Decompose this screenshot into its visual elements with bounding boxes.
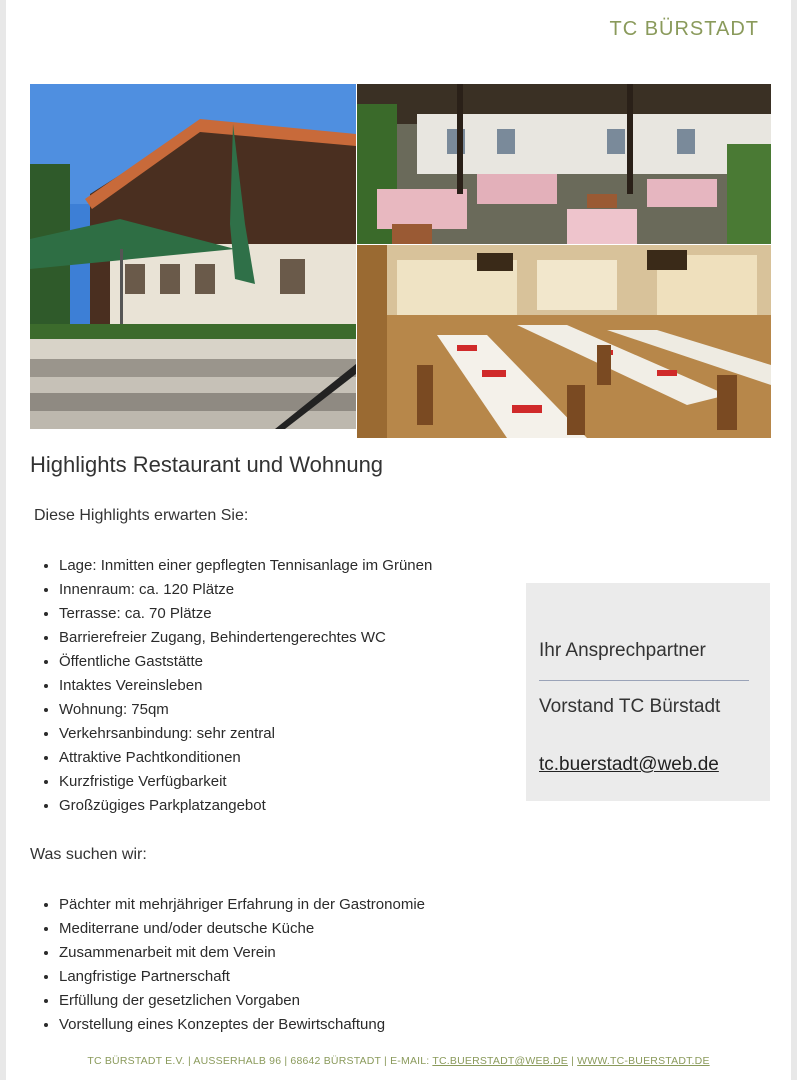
contact-box bbox=[526, 583, 770, 801]
list-item: • Großzügiges Parkplatzangebot bbox=[59, 794, 432, 818]
terrace-photo bbox=[357, 84, 771, 244]
list-item: • Terrasse: ca. 70 Plätze bbox=[59, 602, 432, 626]
contact-heading: Ihr Ansprechpartner bbox=[539, 640, 706, 661]
page-title: Highlights Restaurant und Wohnung bbox=[30, 452, 384, 477]
list-item: • Mediterrane und/oder deutsche Küche bbox=[59, 917, 425, 941]
footer-website-link[interactable]: WWW.TC-BUERSTADT.DE bbox=[577, 1055, 710, 1067]
list-item: • Barrierefreier Zugang, Behindertengerechtes WC bbox=[59, 626, 432, 650]
footer-separator: | bbox=[567, 1055, 578, 1067]
list-item: • Kurzfristige Verfügbarkeit bbox=[59, 770, 432, 794]
list-item: • Verkehrsanbindung: sehr zentral bbox=[59, 722, 432, 746]
brand-header: TC BÜRSTADT bbox=[609, 18, 759, 40]
list-item: • Attraktive Pachtkonditionen bbox=[59, 746, 432, 770]
list-item: • Langfristige Partnerschaft bbox=[59, 965, 425, 989]
footer-address: TC BÜRSTADT E.V. | AUSSERHALB 96 | 68642 BÜRSTADT | E-MAIL: bbox=[87, 1055, 433, 1067]
list-item: • Pächter mit mehrjähriger Erfahrung in der Gastronomie bbox=[59, 893, 425, 917]
photo-collage bbox=[30, 84, 771, 438]
divider bbox=[539, 680, 749, 681]
list-item: • Lage: Inmitten einer gepflegten Tennisanlage im Grünen bbox=[59, 554, 432, 578]
list-item: • Zusammenarbeit mit dem Verein bbox=[59, 941, 425, 965]
contact-email-link[interactable]: tc.buerstadt@web.de bbox=[539, 754, 719, 775]
list-item: • Erfüllung der gesetzlichen Vorgaben bbox=[59, 989, 425, 1013]
list-item: • Intaktes Vereinsleben bbox=[59, 674, 432, 698]
list-item: • Öffentliche Gaststätte bbox=[59, 650, 432, 674]
highlights-list bbox=[36, 554, 432, 818]
section-heading: Was suchen wir: bbox=[30, 846, 147, 863]
list-item: • Vorstellung eines Konzeptes der Bewirtschaftung bbox=[59, 1013, 425, 1037]
dining-room-photo bbox=[357, 245, 771, 438]
footer-email-link[interactable]: TC.BUERSTADT@WEB.DE bbox=[432, 1055, 568, 1067]
contact-name: Vorstand TC Bürstadt bbox=[539, 696, 721, 717]
intro-text: Diese Highlights erwarten Sie: bbox=[34, 507, 249, 524]
document-page bbox=[6, 0, 791, 1080]
requirements-list bbox=[36, 893, 425, 1037]
footer bbox=[6, 1055, 791, 1067]
clubhouse-exterior-photo bbox=[30, 84, 356, 429]
list-item: • Wohnung: 75qm bbox=[59, 698, 432, 722]
list-item: • Innenraum: ca. 120 Plätze bbox=[59, 578, 432, 602]
